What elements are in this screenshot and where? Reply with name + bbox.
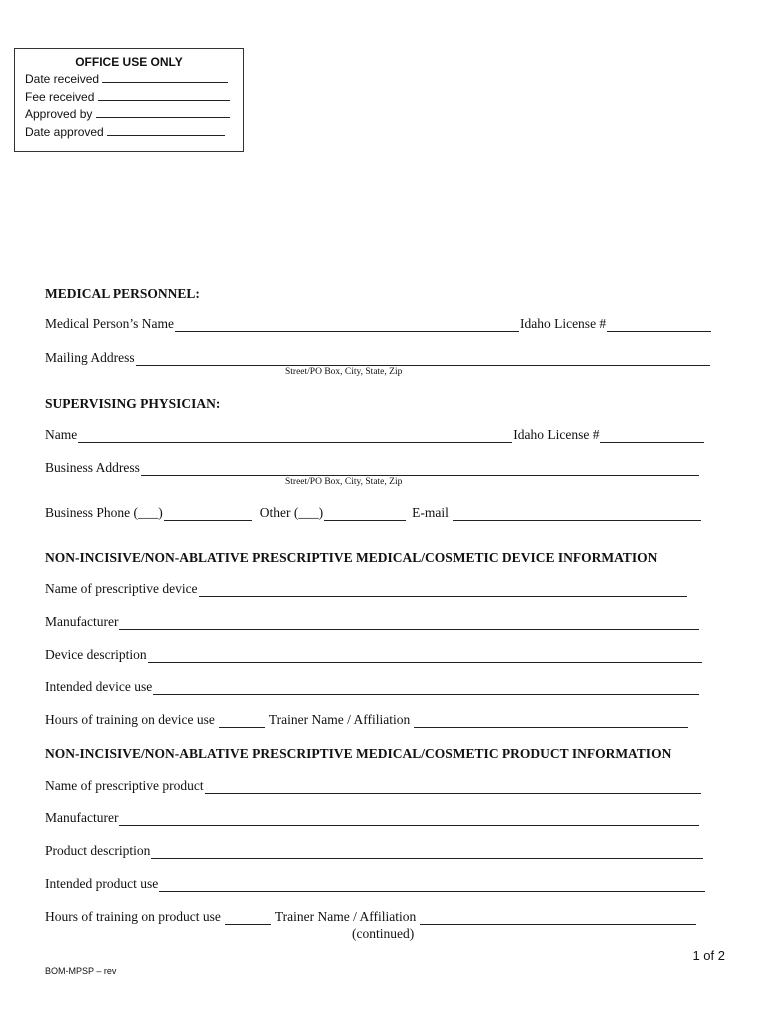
medical-name-field[interactable] bbox=[175, 319, 519, 332]
email-label: E-mail bbox=[412, 505, 449, 520]
date-approved-row bbox=[25, 124, 233, 142]
supervising-physician-heading: SUPERVISING PHYSICIAN: bbox=[45, 396, 221, 411]
device-trainer-label: Trainer Name / Affiliation bbox=[268, 712, 411, 727]
product-manufacturer-label: Manufacturer bbox=[45, 810, 119, 825]
physician-license-label: Idaho License # bbox=[513, 427, 600, 442]
business-phone-field[interactable] bbox=[164, 508, 252, 521]
product-hours-label: Hours of training on product use bbox=[45, 909, 221, 924]
office-use-box bbox=[14, 48, 244, 152]
medical-name-label: Medical Person’s Name bbox=[45, 316, 174, 331]
date-received-label: Date received bbox=[25, 72, 100, 86]
device-name-label: Name of prescriptive device bbox=[45, 581, 198, 596]
device-use-row bbox=[45, 679, 700, 695]
device-use-label: Intended device use bbox=[45, 679, 153, 694]
physician-name-row bbox=[45, 427, 705, 443]
device-manufacturer-row bbox=[45, 614, 700, 630]
date-received-field[interactable] bbox=[102, 71, 228, 83]
approved-by-field[interactable] bbox=[96, 106, 230, 118]
device-trainer-field[interactable] bbox=[414, 715, 688, 728]
device-hours-field[interactable] bbox=[219, 715, 265, 728]
product-name-label: Name of prescriptive product bbox=[45, 778, 204, 793]
fee-received-field[interactable] bbox=[98, 89, 230, 101]
mailing-address-field[interactable] bbox=[136, 353, 710, 366]
other-phone-field[interactable] bbox=[324, 508, 406, 521]
product-description-row bbox=[45, 843, 704, 859]
contact-row bbox=[45, 505, 702, 521]
date-approved-field[interactable] bbox=[107, 124, 225, 136]
other-phone-label: Other (___) bbox=[259, 505, 324, 520]
physician-name-field[interactable] bbox=[78, 430, 512, 443]
mailing-address-row bbox=[45, 350, 711, 366]
device-info-heading: NON-INCISIVE/NON-ABLATIVE PRESCRIPTIVE MEDICAL/COSMETIC DEVICE INFORMATION bbox=[45, 550, 658, 565]
physician-name-label: Name bbox=[45, 427, 78, 442]
medical-personnel-heading: MEDICAL PERSONNEL: bbox=[45, 286, 200, 301]
product-trainer-field[interactable] bbox=[420, 912, 696, 925]
continued-note: (continued) bbox=[352, 926, 415, 941]
product-use-row bbox=[45, 876, 706, 892]
email-field[interactable] bbox=[453, 508, 701, 521]
medical-license-field[interactable] bbox=[607, 319, 711, 332]
device-name-field[interactable] bbox=[199, 584, 687, 597]
product-description-label: Product description bbox=[45, 843, 151, 858]
product-trainer-label: Trainer Name / Affiliation bbox=[274, 909, 417, 924]
device-description-row bbox=[45, 647, 703, 663]
business-address-hint: Street/PO Box, City, State, Zip bbox=[285, 477, 403, 487]
product-manufacturer-row bbox=[45, 810, 700, 826]
device-name-row bbox=[45, 581, 688, 597]
fee-received-label: Fee received bbox=[25, 89, 95, 104]
mailing-address-label: Mailing Address bbox=[45, 350, 135, 365]
fee-received-row bbox=[25, 89, 233, 107]
product-manufacturer-field[interactable] bbox=[119, 813, 699, 826]
approved-by-row bbox=[25, 106, 233, 124]
device-description-field[interactable] bbox=[148, 650, 702, 663]
device-training-row bbox=[45, 712, 689, 728]
mailing-address-hint: Street/PO Box, City, State, Zip bbox=[285, 367, 403, 377]
product-info-heading: NON-INCISIVE/NON-ABLATIVE PRESCRIPTIVE MEDICAL/COSMETIC PRODUCT INFORMATION bbox=[45, 746, 672, 761]
approved-by-label: Approved by bbox=[25, 107, 93, 121]
business-address-row bbox=[45, 460, 700, 476]
product-use-label: Intended product use bbox=[45, 876, 159, 891]
footer-form-code: BOM-MPSP – rev bbox=[45, 966, 117, 976]
product-name-field[interactable] bbox=[205, 781, 701, 794]
office-use-title: OFFICE USE ONLY bbox=[75, 55, 183, 69]
product-use-field[interactable] bbox=[159, 879, 705, 892]
product-description-field[interactable] bbox=[151, 846, 703, 859]
business-phone-label: Business Phone (___) bbox=[45, 505, 163, 520]
date-received-row bbox=[25, 71, 233, 89]
product-hours-field[interactable] bbox=[225, 912, 271, 925]
physician-license-field[interactable] bbox=[600, 430, 704, 443]
device-hours-label: Hours of training on device use bbox=[45, 712, 215, 727]
device-description-label: Device description bbox=[45, 647, 147, 662]
product-name-row bbox=[45, 778, 702, 794]
date-approved-label: Date approved bbox=[25, 124, 104, 139]
device-use-field[interactable] bbox=[153, 682, 699, 695]
page-number: 1 of 2 bbox=[692, 948, 725, 963]
medical-license-label: Idaho License # bbox=[519, 316, 607, 331]
business-address-field[interactable] bbox=[141, 463, 699, 476]
device-manufacturer-field[interactable] bbox=[119, 617, 699, 630]
business-address-label: Business Address bbox=[45, 460, 140, 475]
device-manufacturer-label: Manufacturer bbox=[45, 614, 119, 629]
product-training-row bbox=[45, 909, 697, 925]
medical-name-row bbox=[45, 316, 712, 332]
